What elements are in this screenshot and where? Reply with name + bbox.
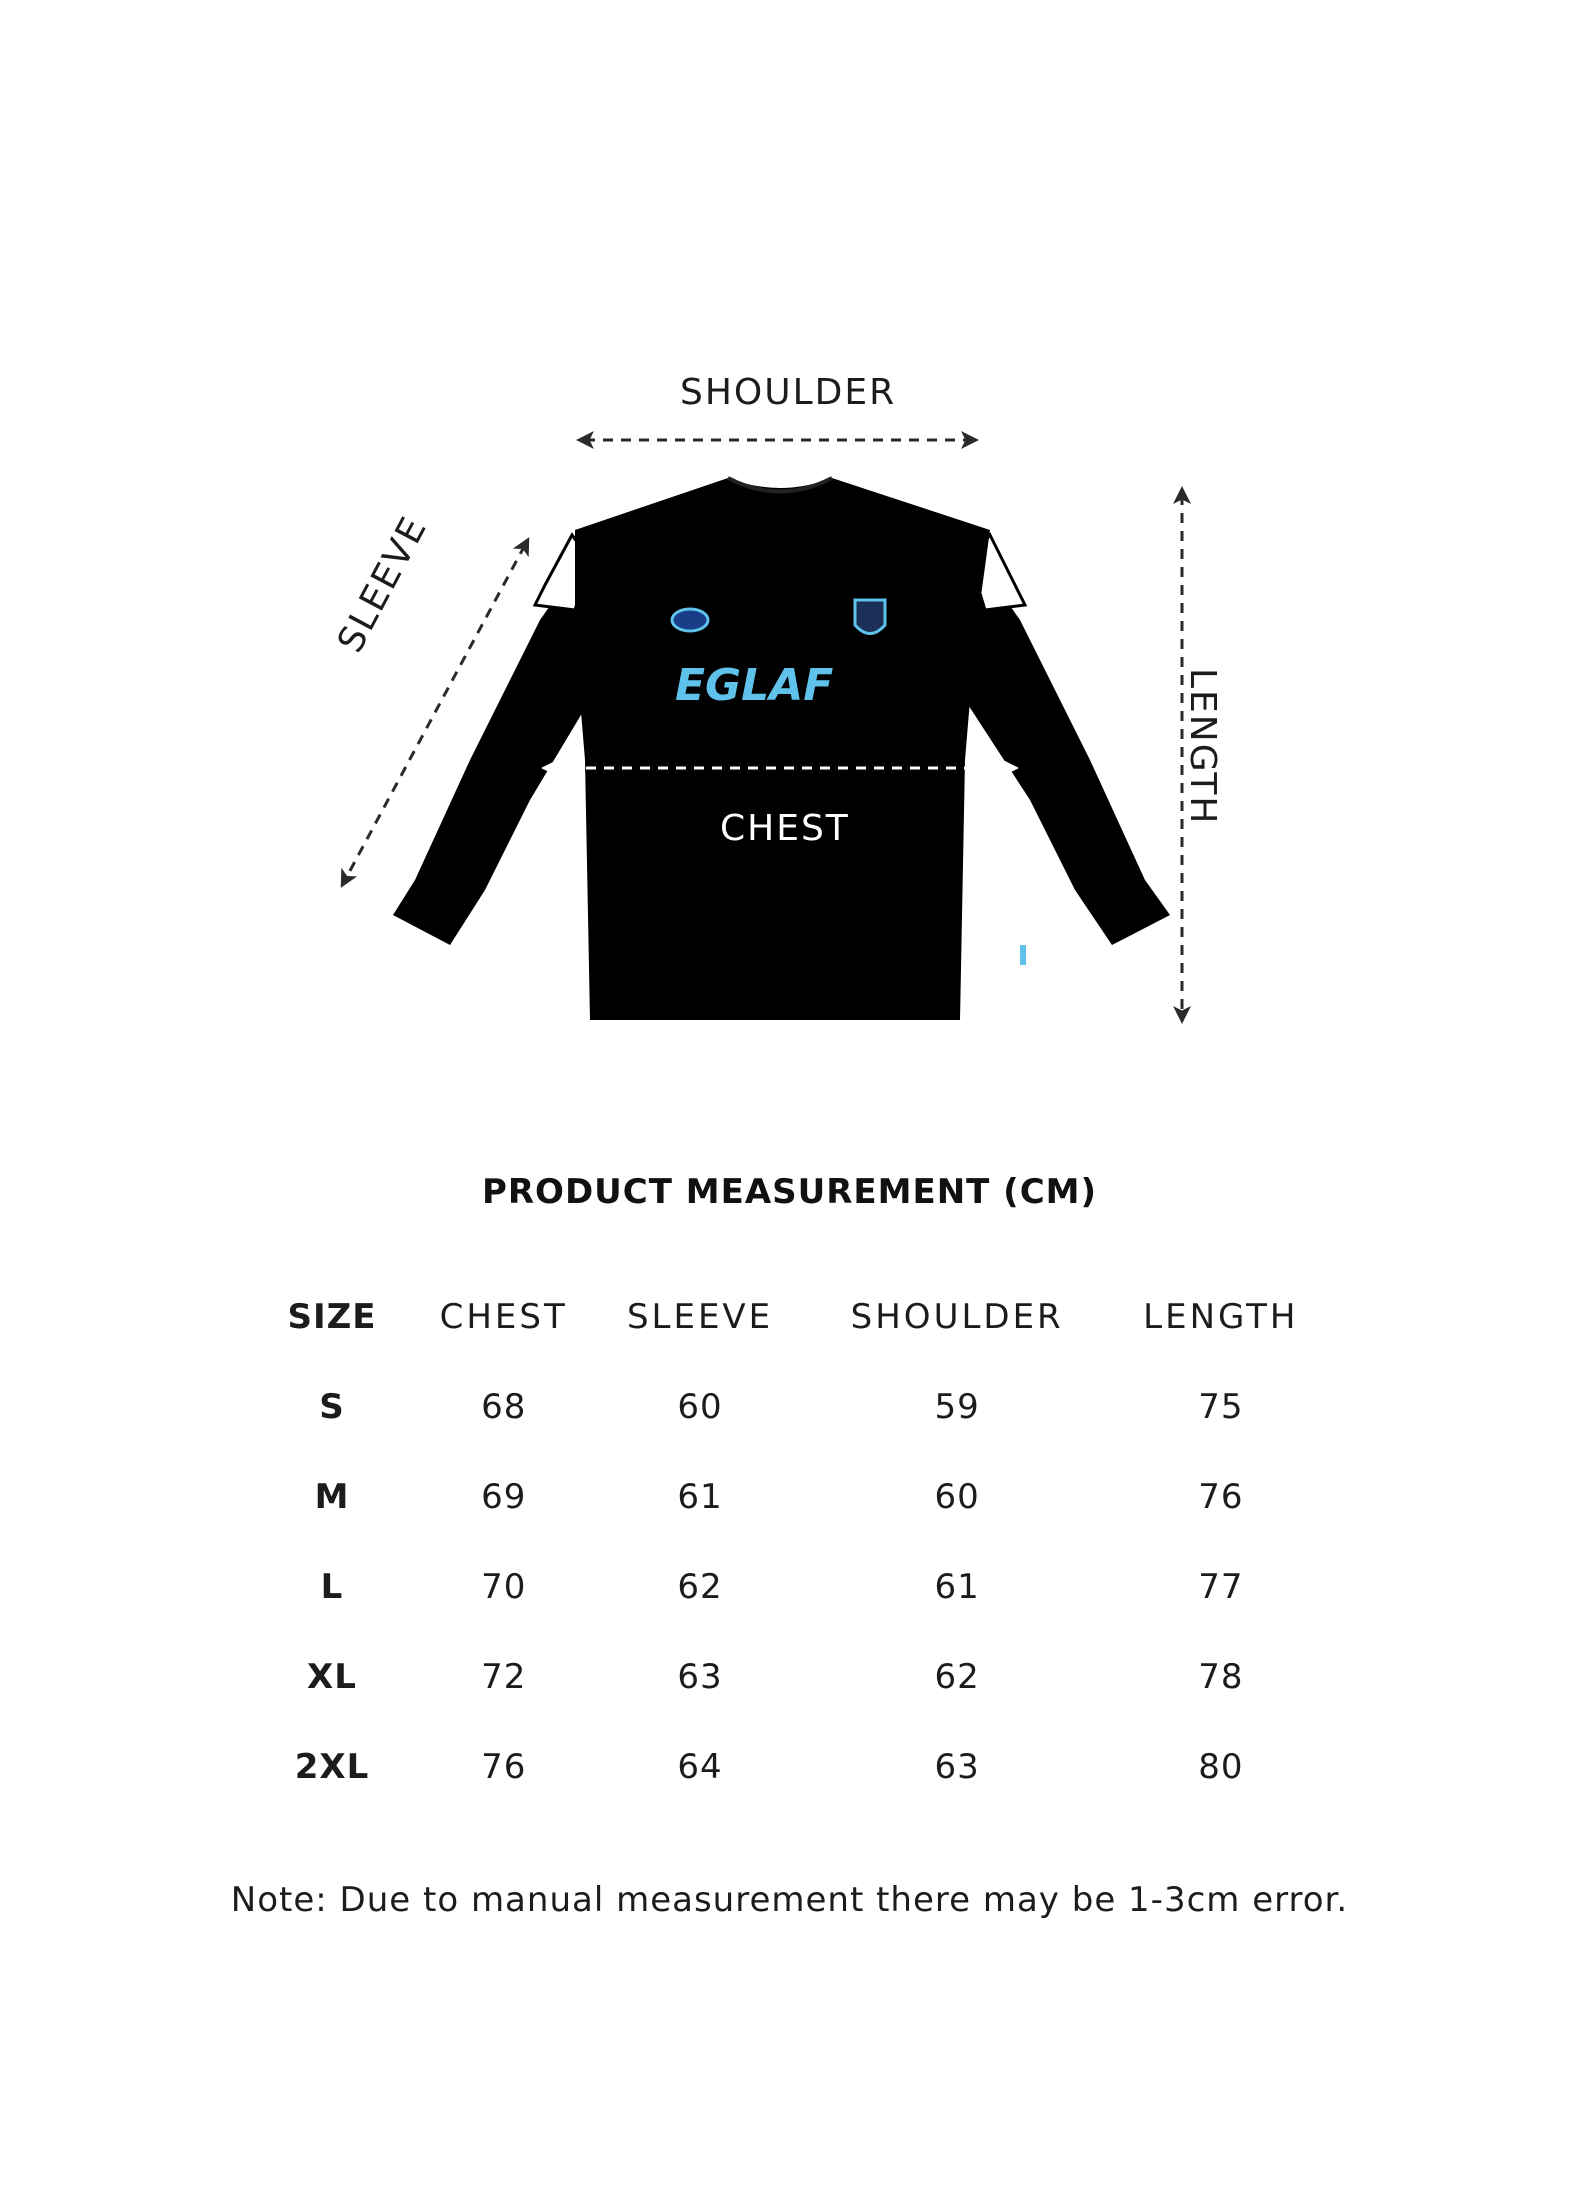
table-header-row	[252, 1272, 1332, 1362]
table-row	[252, 1542, 1332, 1632]
length-cell: 77	[1198, 1567, 1244, 1607]
size-cell: M	[314, 1477, 350, 1517]
sleeve-cell: 64	[677, 1747, 723, 1787]
chest-cell: 70	[481, 1567, 527, 1607]
measurement-diagram	[0, 0, 1579, 1060]
sleeve-cell: 63	[677, 1657, 723, 1697]
header-chest: CHEST	[439, 1297, 568, 1337]
table-row	[252, 1722, 1332, 1812]
table-row	[252, 1632, 1332, 1722]
header-shoulder: SHOULDER	[850, 1297, 1064, 1337]
header-sleeve: SLEEVE	[626, 1297, 774, 1337]
chest-cell: 72	[481, 1657, 527, 1697]
shoulder-cell: 62	[934, 1657, 980, 1697]
size-cell: XL	[307, 1657, 357, 1697]
sleeve-cell: 61	[677, 1477, 723, 1517]
chest-cell: 68	[481, 1387, 527, 1427]
measurement-note: Note: Due to manual measurement there may be 1-3cm error.	[230, 1880, 1349, 1920]
chest-cell: 69	[481, 1477, 527, 1517]
size-cell: S	[319, 1387, 345, 1427]
chest-label: CHEST	[720, 808, 850, 849]
table-title: PRODUCT MEASUREMENT (CM)	[481, 1172, 1098, 1212]
table-row	[252, 1452, 1332, 1542]
shoulder-label: SHOULDER	[680, 372, 897, 413]
length-label: LENGTH	[1182, 668, 1223, 826]
sweatshirt-illustration	[0, 0, 1579, 1060]
length-cell: 78	[1198, 1657, 1244, 1697]
length-cell: 76	[1198, 1477, 1244, 1517]
sweatshirt-icon	[393, 478, 1170, 1020]
shoulder-cell: 59	[934, 1387, 980, 1427]
sleeve-cell: 62	[677, 1567, 723, 1607]
header-length: LENGTH	[1143, 1297, 1299, 1337]
size-chart-table	[252, 1272, 1332, 1812]
length-cell: 75	[1198, 1387, 1244, 1427]
header-size: SIZE	[287, 1297, 377, 1337]
length-cell: 80	[1198, 1747, 1244, 1787]
chest-cell: 76	[481, 1747, 527, 1787]
table-row	[252, 1362, 1332, 1452]
shoulder-cell: 61	[934, 1567, 980, 1607]
size-cell: 2XL	[294, 1747, 370, 1787]
size-cell: L	[320, 1567, 344, 1607]
shoulder-cell: 63	[934, 1747, 980, 1787]
logo-text: EGLAF	[675, 660, 834, 711]
sleeve-cell: 60	[677, 1387, 723, 1427]
sleeve-label: SLEEVE	[330, 509, 436, 660]
shoulder-cell: 60	[934, 1477, 980, 1517]
